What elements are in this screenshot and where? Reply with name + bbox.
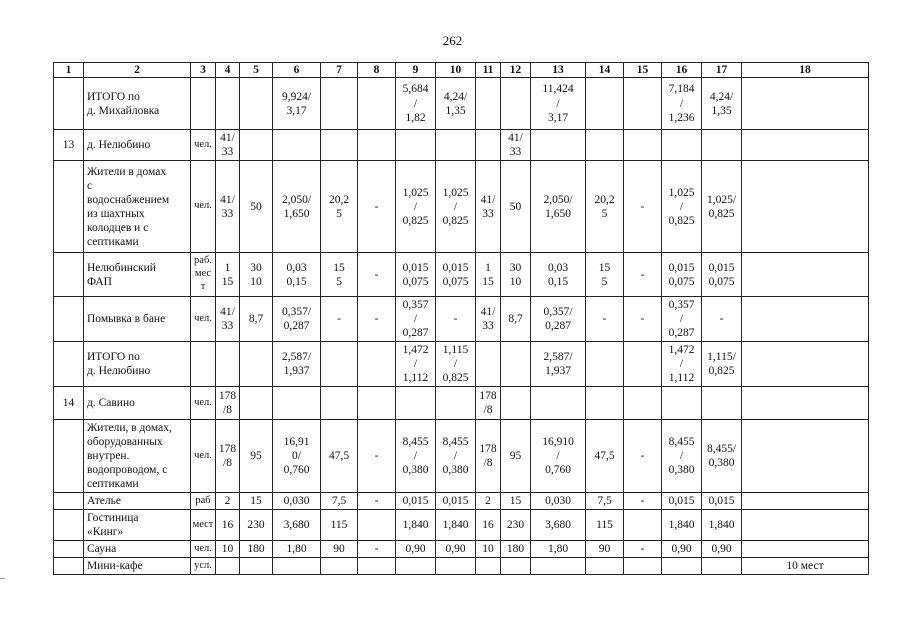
table-cell: 15 bbox=[240, 493, 273, 510]
table-cell: 2,587/ 1,937 bbox=[273, 342, 321, 387]
table-cell: 1 15 bbox=[216, 253, 240, 297]
table-cell: 1,115 / 0,825 bbox=[436, 342, 476, 387]
column-header: 1 bbox=[54, 63, 84, 78]
table-cell bbox=[501, 558, 531, 575]
table-row bbox=[54, 297, 869, 342]
table-cell: 180 bbox=[501, 541, 531, 558]
table-cell: 20,2 5 bbox=[321, 161, 358, 253]
row-number-cell bbox=[54, 510, 84, 541]
table-cell: 41/ 33 bbox=[476, 297, 501, 342]
table-cell: 10 bbox=[216, 541, 240, 558]
column-header: 5 bbox=[240, 63, 273, 78]
table-cell bbox=[321, 342, 358, 387]
table-cell: 178 /8 bbox=[216, 420, 240, 493]
table-cell bbox=[240, 558, 273, 575]
table-cell bbox=[742, 130, 869, 161]
table-cell bbox=[216, 558, 240, 575]
table-cell bbox=[742, 420, 869, 493]
column-header: 12 bbox=[501, 63, 531, 78]
table-cell: 1,472 / 1,112 bbox=[396, 342, 436, 387]
column-header: 13 bbox=[531, 63, 586, 78]
table-cell bbox=[586, 387, 624, 420]
table-cell: 230 bbox=[501, 510, 531, 541]
name-cell: ИТОГО по д. Михайловка bbox=[84, 78, 191, 130]
table-cell: - bbox=[624, 541, 662, 558]
table-cell: 1,840 bbox=[436, 510, 476, 541]
row-number-cell bbox=[54, 253, 84, 297]
table-cell bbox=[742, 161, 869, 253]
column-header: 17 bbox=[702, 63, 742, 78]
table-cell: 10 мест bbox=[742, 558, 869, 575]
table-cell bbox=[624, 342, 662, 387]
table-cell bbox=[476, 130, 501, 161]
unit-cell: раб bbox=[191, 493, 216, 510]
table-cell: 5,684 / 1,82 bbox=[396, 78, 436, 130]
table-cell: 16 bbox=[476, 510, 501, 541]
table-cell bbox=[216, 78, 240, 130]
table-cell: 0,015 bbox=[436, 493, 476, 510]
table-cell bbox=[742, 253, 869, 297]
table-cell: 10 bbox=[476, 541, 501, 558]
table-cell: 2,587/ 1,937 bbox=[531, 342, 586, 387]
table-cell: 90 bbox=[321, 541, 358, 558]
unit-cell bbox=[191, 342, 216, 387]
table-cell: 8,7 bbox=[240, 297, 273, 342]
unit-cell: усл. bbox=[191, 558, 216, 575]
table-cell bbox=[501, 342, 531, 387]
table-cell: 15 bbox=[501, 493, 531, 510]
table-cell: 47,5 bbox=[321, 420, 358, 493]
table-cell: 0,357/ 0,287 bbox=[273, 297, 321, 342]
table-cell: 41/ 33 bbox=[216, 130, 240, 161]
table-cell bbox=[321, 78, 358, 130]
name-cell: Ателье bbox=[84, 493, 191, 510]
table-cell: - bbox=[624, 161, 662, 253]
row-number-cell: 13 bbox=[54, 130, 84, 161]
table-cell bbox=[586, 558, 624, 575]
table-cell: 0,03 0,15 bbox=[531, 253, 586, 297]
table-cell: 1 15 bbox=[476, 253, 501, 297]
table-cell bbox=[624, 78, 662, 130]
table-cell: 2,050/ 1,650 bbox=[273, 161, 321, 253]
table-cell: 0,90 bbox=[702, 541, 742, 558]
table-cell bbox=[358, 130, 396, 161]
column-header: 16 bbox=[662, 63, 702, 78]
table-cell: 0,015 bbox=[396, 493, 436, 510]
table-cell: 8,455/ 0,380 bbox=[702, 420, 742, 493]
table-cell: 178 /8 bbox=[476, 387, 501, 420]
unit-cell: чел. bbox=[191, 161, 216, 253]
column-header: 14 bbox=[586, 63, 624, 78]
table-cell: 178 /8 bbox=[476, 420, 501, 493]
table-cell: 1,472 / 1,112 bbox=[662, 342, 702, 387]
table-cell bbox=[273, 130, 321, 161]
table-cell: 41/ 33 bbox=[216, 161, 240, 253]
table-cell: 1,840 bbox=[702, 510, 742, 541]
unit-cell: чел. bbox=[191, 130, 216, 161]
table-cell: 0,030 bbox=[531, 493, 586, 510]
table-cell: - bbox=[358, 420, 396, 493]
table-row bbox=[54, 161, 869, 253]
name-cell: Нелюбинский ФАП bbox=[84, 253, 191, 297]
table-cell: 0,357 / 0,287 bbox=[396, 297, 436, 342]
table-cell bbox=[662, 130, 702, 161]
table-cell: 1,80 bbox=[531, 541, 586, 558]
row-number-cell bbox=[54, 420, 84, 493]
column-header: 9 bbox=[396, 63, 436, 78]
table-cell: 16 bbox=[216, 510, 240, 541]
table-cell bbox=[586, 342, 624, 387]
table-cell: 2 bbox=[216, 493, 240, 510]
table-cell: 11,424 / 3,17 bbox=[531, 78, 586, 130]
table-cell bbox=[321, 130, 358, 161]
table-cell bbox=[216, 342, 240, 387]
table-row bbox=[54, 78, 869, 130]
table-cell: 1,025 / 0,825 bbox=[662, 161, 702, 253]
header-row bbox=[54, 63, 869, 78]
row-number-cell: 14 bbox=[54, 387, 84, 420]
table-row bbox=[54, 558, 869, 575]
table-cell: 3,680 bbox=[273, 510, 321, 541]
column-header: 11 bbox=[476, 63, 501, 78]
table-cell: - bbox=[586, 297, 624, 342]
row-number-cell bbox=[54, 541, 84, 558]
table-cell: - bbox=[358, 161, 396, 253]
table-row bbox=[54, 387, 869, 420]
column-header: 4 bbox=[216, 63, 240, 78]
table-cell: 1,840 bbox=[662, 510, 702, 541]
name-cell: ИТОГО по д. Нелюбино bbox=[84, 342, 191, 387]
table-cell bbox=[702, 130, 742, 161]
table-cell: 0,015 0,075 bbox=[702, 253, 742, 297]
table-row bbox=[54, 130, 869, 161]
table-cell bbox=[240, 387, 273, 420]
table-cell: 7,5 bbox=[586, 493, 624, 510]
table-cell bbox=[531, 558, 586, 575]
table-cell: - bbox=[321, 297, 358, 342]
data-table bbox=[53, 62, 869, 575]
table-row bbox=[54, 253, 869, 297]
table-cell bbox=[662, 558, 702, 575]
column-header: 2 bbox=[84, 63, 191, 78]
name-cell: Гостиница «Кинг» bbox=[84, 510, 191, 541]
table-cell bbox=[396, 558, 436, 575]
column-header: 3 bbox=[191, 63, 216, 78]
table-cell bbox=[501, 78, 531, 130]
table-cell bbox=[358, 510, 396, 541]
row-number-cell bbox=[54, 78, 84, 130]
table-cell: - bbox=[624, 493, 662, 510]
table-cell: 0,357 / 0,287 bbox=[662, 297, 702, 342]
table-cell: 178 /8 bbox=[216, 387, 240, 420]
table-cell: 41/ 33 bbox=[501, 130, 531, 161]
name-cell: Сауна bbox=[84, 541, 191, 558]
row-number-cell bbox=[54, 493, 84, 510]
table-cell: 41/ 33 bbox=[476, 161, 501, 253]
table-row bbox=[54, 510, 869, 541]
table-cell bbox=[273, 387, 321, 420]
table-cell: 47,5 bbox=[586, 420, 624, 493]
table-cell bbox=[273, 558, 321, 575]
table-cell bbox=[476, 342, 501, 387]
table-cell: 0,90 bbox=[436, 541, 476, 558]
table-cell: 8,455 / 0,380 bbox=[396, 420, 436, 493]
table-cell: 15 5 bbox=[586, 253, 624, 297]
table-cell: - bbox=[358, 253, 396, 297]
unit-cell: чел. bbox=[191, 420, 216, 493]
table-cell: 50 bbox=[240, 161, 273, 253]
table-cell bbox=[742, 510, 869, 541]
column-header: 10 bbox=[436, 63, 476, 78]
table-cell bbox=[742, 493, 869, 510]
table-cell: 0,90 bbox=[396, 541, 436, 558]
table-cell: 0,03 0,15 bbox=[273, 253, 321, 297]
table-cell: 9,924/ 3,17 bbox=[273, 78, 321, 130]
table-cell: 0,015 0,075 bbox=[396, 253, 436, 297]
table-cell: 8,7 bbox=[501, 297, 531, 342]
table-cell bbox=[476, 78, 501, 130]
table-cell bbox=[662, 387, 702, 420]
column-header: 7 bbox=[321, 63, 358, 78]
table-cell bbox=[240, 130, 273, 161]
table-cell: 0,030 bbox=[273, 493, 321, 510]
name-cell: Жители в домах с водоснабжением из шахтных колодцев и с септиками bbox=[84, 161, 191, 253]
table-cell bbox=[436, 130, 476, 161]
table-cell: 1,840 bbox=[396, 510, 436, 541]
table-cell bbox=[358, 342, 396, 387]
table-cell: 1,025 / 0,825 bbox=[396, 161, 436, 253]
column-header: 15 bbox=[624, 63, 662, 78]
name-cell: д. Савино bbox=[84, 387, 191, 420]
table-cell bbox=[624, 558, 662, 575]
table-cell bbox=[240, 78, 273, 130]
name-cell: Мини-кафе bbox=[84, 558, 191, 575]
table-row bbox=[54, 342, 869, 387]
table-cell: 41/ 33 bbox=[216, 297, 240, 342]
table-cell: 4,24/ 1,35 bbox=[436, 78, 476, 130]
table-cell: 16,910 / 0,760 bbox=[531, 420, 586, 493]
table-cell: 1,80 bbox=[273, 541, 321, 558]
name-cell: д. Нелюбино bbox=[84, 130, 191, 161]
table-cell: 0,90 bbox=[662, 541, 702, 558]
table-cell bbox=[476, 558, 501, 575]
table-cell: 90 bbox=[586, 541, 624, 558]
table-cell bbox=[396, 387, 436, 420]
table-cell bbox=[624, 130, 662, 161]
table-cell bbox=[742, 342, 869, 387]
table-cell bbox=[742, 541, 869, 558]
table-cell: - bbox=[358, 297, 396, 342]
table-cell: 230 bbox=[240, 510, 273, 541]
page-number: 262 bbox=[442, 33, 463, 48]
table-cell bbox=[436, 558, 476, 575]
table-cell: 30 10 bbox=[240, 253, 273, 297]
table-cell: 0,015 0,075 bbox=[662, 253, 702, 297]
table-cell: 7,184 / 1,236 bbox=[662, 78, 702, 130]
table-cell bbox=[624, 510, 662, 541]
column-header: 6 bbox=[273, 63, 321, 78]
table-cell bbox=[702, 387, 742, 420]
table-cell bbox=[321, 558, 358, 575]
table-row bbox=[54, 541, 869, 558]
table-cell: - bbox=[624, 297, 662, 342]
table-cell: 8,455 / 0,380 bbox=[436, 420, 476, 493]
name-cell: Помывка в бане bbox=[84, 297, 191, 342]
unit-cell: чел. bbox=[191, 387, 216, 420]
table-cell bbox=[501, 387, 531, 420]
table-cell: 0,015 0,075 bbox=[436, 253, 476, 297]
table-cell: 95 bbox=[501, 420, 531, 493]
table-row bbox=[54, 420, 869, 493]
table-cell: 1,115/ 0,825 bbox=[702, 342, 742, 387]
table-cell: 15 5 bbox=[321, 253, 358, 297]
table-cell: 20,2 5 bbox=[586, 161, 624, 253]
table-cell: 95 bbox=[240, 420, 273, 493]
table-cell: 0,015 bbox=[662, 493, 702, 510]
table-cell bbox=[531, 130, 586, 161]
table-cell bbox=[321, 387, 358, 420]
unit-cell: мест bbox=[191, 510, 216, 541]
table-cell bbox=[586, 130, 624, 161]
table-cell: 0,015 bbox=[702, 493, 742, 510]
table-cell: - bbox=[624, 253, 662, 297]
unit-cell: раб. мес т bbox=[191, 253, 216, 297]
table-cell: 8,455 / 0,380 bbox=[662, 420, 702, 493]
table-cell: 0,357/ 0,287 bbox=[531, 297, 586, 342]
table-cell bbox=[742, 78, 869, 130]
table-cell: 2,050/ 1,650 bbox=[531, 161, 586, 253]
table-row bbox=[54, 493, 869, 510]
table-cell bbox=[358, 78, 396, 130]
table-cell: 115 bbox=[586, 510, 624, 541]
unit-cell: чел. bbox=[191, 541, 216, 558]
table-cell: 3,680 bbox=[531, 510, 586, 541]
table-cell: - bbox=[436, 297, 476, 342]
row-number-cell bbox=[54, 161, 84, 253]
edge-mark bbox=[0, 578, 5, 579]
table-cell: - bbox=[358, 493, 396, 510]
table-cell: 4,24/ 1,35 bbox=[702, 78, 742, 130]
table-cell: - bbox=[624, 420, 662, 493]
table-cell bbox=[742, 387, 869, 420]
table-cell: 2 bbox=[476, 493, 501, 510]
unit-cell: чел. bbox=[191, 297, 216, 342]
table-cell: 16,91 0/ 0,760 bbox=[273, 420, 321, 493]
row-number-cell bbox=[54, 558, 84, 575]
row-number-cell bbox=[54, 297, 84, 342]
column-header: 18 bbox=[742, 63, 869, 78]
table-cell bbox=[702, 558, 742, 575]
table-cell: - bbox=[702, 297, 742, 342]
table-cell: - bbox=[358, 541, 396, 558]
table-cell bbox=[624, 387, 662, 420]
table-cell bbox=[742, 297, 869, 342]
row-number-cell bbox=[54, 342, 84, 387]
table-cell: 50 bbox=[501, 161, 531, 253]
unit-cell bbox=[191, 78, 216, 130]
table-cell bbox=[396, 130, 436, 161]
table-cell bbox=[358, 387, 396, 420]
table-cell bbox=[531, 387, 586, 420]
table-cell bbox=[436, 387, 476, 420]
table-cell: 30 10 bbox=[501, 253, 531, 297]
table-cell: 115 bbox=[321, 510, 358, 541]
table-cell bbox=[240, 342, 273, 387]
table-cell: 7,5 bbox=[321, 493, 358, 510]
table-cell: 180 bbox=[240, 541, 273, 558]
table-cell: 1,025 / 0,825 bbox=[436, 161, 476, 253]
name-cell: Жители, в домах, оборудованных внутрен. водопроводом, с септиками bbox=[84, 420, 191, 493]
table-cell bbox=[586, 78, 624, 130]
table-cell bbox=[358, 558, 396, 575]
table-cell: 1,025/ 0,825 bbox=[702, 161, 742, 253]
column-header: 8 bbox=[358, 63, 396, 78]
